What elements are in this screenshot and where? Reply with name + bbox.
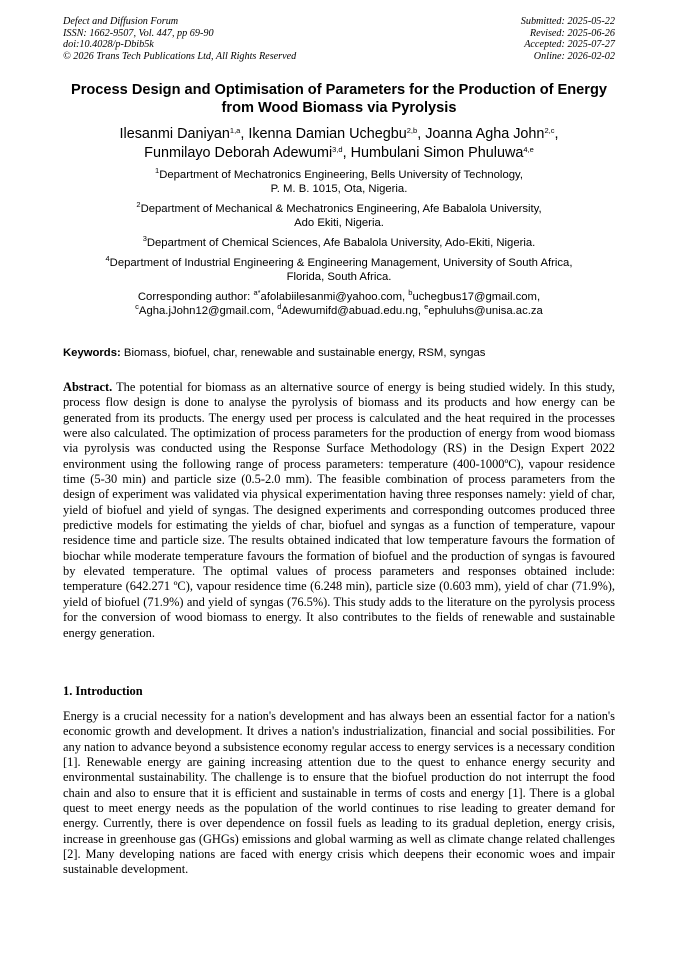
affiliation (63, 168, 615, 196)
affiliation (63, 236, 615, 250)
abstract-label: Abstract. (63, 380, 113, 394)
email-link[interactable]: Adewumifd@abuad.edu.ng, (281, 305, 425, 317)
author-name: Funmilayo Deborah Adewumi (144, 145, 333, 161)
affiliation (63, 256, 615, 284)
affiliation-number: 2 (136, 200, 141, 209)
introduction-paragraph: Energy is a crucial necessity for a nation's development and has always been an essential factor for a nation's economic growth and development. It drives a nation's industrialization, financial and social possibilities. For any nation to advance beyond a subsistence economy regular access to energy services is a necessary condition [1]. Renewable energy are gaining increasing attention due to the quest to enhance energy security and environmental sustainability. The challenge is to ensure that the biofuel production do not interrupt the food chain and also to ensure that it is efficient and sustainable in terms of costs and energy [1]. There is a global quest to meet energy needs as the population of the world continues to rise leading to greater demand for energy. Currently, there is over dependence on fossil fuels as leading to its gradual depletion, energy crisis, increase in greenhouse gas (GHGs) emissions and global warming as well as climate change related challenges [2]. Many developing nations are faced with energy crisis which deepens their economic woes and impair sustainable development. (63, 709, 615, 877)
affiliation-text: Ado Ekiti, Nigeria. (294, 217, 384, 229)
introduction-body (63, 709, 615, 878)
author-name: Humbulani Simon Phuluwa (350, 145, 524, 161)
affiliation-number: 3 (142, 234, 147, 243)
affiliation-number: 4 (105, 254, 110, 263)
keywords-label: Keywords: (63, 347, 121, 359)
author-name: Ilesanmi Daniyan (119, 126, 230, 142)
keywords-text: Biomass, biofuel, char, renewable and sustainable energy, RSM, syngas (120, 347, 486, 359)
date-submitted: Submitted: 2025-05-22 (520, 16, 615, 27)
email-link[interactable]: ephuluhs@unisa.ac.za (428, 305, 543, 317)
paper-title: Process Design and Optimisation of Parameters for the Production of Energy from Wood Biomass via Pyrolysis (70, 82, 608, 116)
email-mark: a* (253, 288, 261, 297)
author-affiliation-mark: 4,e (523, 145, 534, 154)
email-link[interactable]: uchegbus17@gmail.com, (412, 291, 541, 303)
email-mark: c (135, 302, 139, 311)
email-mark: d (277, 302, 282, 311)
corresponding-label: Corresponding author: (137, 291, 254, 303)
author-affiliation-mark: 3,d (332, 145, 343, 154)
affiliation-text: Department of Mechatronics Engineering, Bells University of Technology, (159, 169, 523, 181)
corresponding-authors (63, 290, 615, 318)
email-mark: b (408, 288, 413, 297)
affiliation-list (63, 168, 615, 318)
affiliation-number: 1 (155, 166, 160, 175)
journal-issn: ISSN: 1662-9507, Vol. 447, pp 69-90 (63, 27, 214, 39)
journal-name: Defect and Diffusion Forum (63, 16, 179, 27)
affiliation-text: Department of Chemical Sciences, Afe Babalola University, Ado-Ekiti, Nigeria. (146, 237, 536, 249)
journal-copyright: © 2026 Trans Tech Publications Ltd, All Rights Reserved (63, 50, 297, 62)
email-link[interactable]: afolabiilesanmi@yahoo.com, (260, 291, 409, 303)
abstract (63, 380, 615, 641)
author-affiliation-mark: 2,c (544, 126, 555, 135)
affiliation-text: Florida, South Africa. (286, 271, 392, 283)
affiliation-text: P. M. B. 1015, Ota, Nigeria. (270, 183, 408, 195)
author-separator: , (240, 126, 249, 142)
author-name: Joanna Agha John (425, 126, 545, 142)
section-heading: 1. Introduction (63, 684, 143, 698)
date-accepted: Accepted: 2025-07-27 (524, 39, 615, 51)
author-separator: , (554, 126, 559, 142)
author-separator: , (417, 126, 426, 142)
affiliation (63, 202, 615, 230)
date-online: Online: 2026-02-02 (533, 50, 615, 62)
email-mark: e (424, 302, 429, 311)
journal-info (63, 16, 296, 62)
keywords (63, 346, 615, 360)
affiliation-text: Department of Mechanical & Mechatronics Engineering, Afe Babalola University, (140, 203, 542, 215)
author-affiliation-mark: 2,b (406, 126, 418, 135)
journal-header (63, 16, 615, 62)
date-revised: Revised: 2025-06-26 (529, 27, 615, 39)
author-affiliation-mark: 1,a (229, 126, 241, 135)
publication-dates (521, 16, 615, 62)
author-separator: , (342, 145, 351, 161)
email-link[interactable]: Agha.jJohn12@gmail.com, (138, 305, 278, 317)
author-list (63, 125, 615, 163)
affiliation-text: Department of Industrial Engineering & Engineering Management, University of South Africa, (109, 257, 573, 269)
author-name: Ikenna Damian Uchegbu (248, 126, 407, 142)
journal-doi: doi:10.4028/p-Dbib5k (63, 39, 154, 51)
abstract-text: The potential for biomass as an alternative source of energy is being studied widely. In this study, process flow design is done to analyse the pyrolysis of biomass and its products and how energy can be generated from its products. The energy used per process is calculated and the heat required in the processes were also calculated. The optimization of process parameters for the production of energy from wood biomass via pyrolysis was conducted using the Response Surface Methodology (RS) in the Design Expert 2022 environment using the following range of process parameters: temperature (400-1000ºC), vapour residence time (5-30 min) and particle size (0.5-2.0 mm). The feasible combination of process parameters from the design of experiment was validated via physical experimentation having three responses namely: yield of char, yield of biofuel and yield of syngas. The designed experiments and corresponding outcomes produced three predictive models for estimating the yields of char, biofuel and syngas as a function of temperature, vapour residence time and particle size. The results obtained indicated that low temperature favours the formation of biochar while moderate temperature favours the formation of biofuel and the production of syngas is favoured by elevated temperature. The optimal values of process parameters and responses obtained include: temperature (642.271 ºC), vapour residence time (6.248 min), particle size (0.603 mm), yield of char (71.9%), yield of biofuel (71.9%) and yield of syngas (76.5%). This study adds to the literature on the pyrolysis process for the conversion of wood biomass to energy. It also contributes to the fields of renewable and sustainable energy generation. (63, 380, 615, 640)
